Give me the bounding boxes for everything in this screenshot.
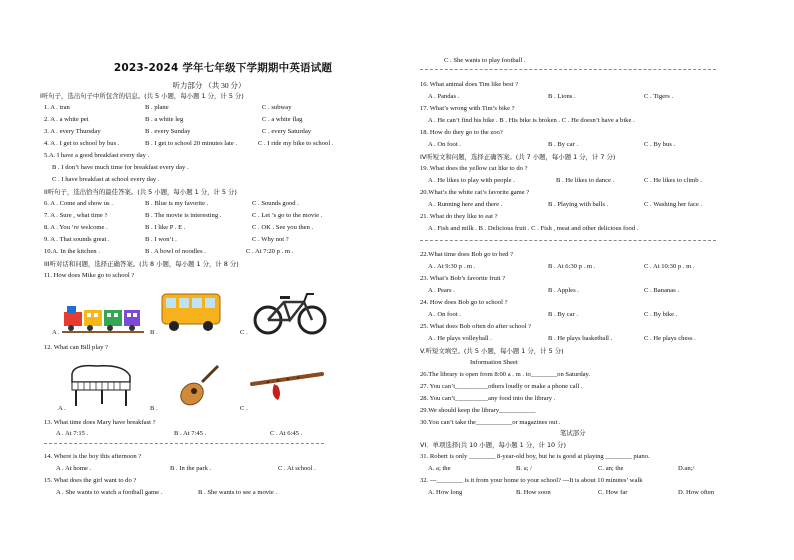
bike-picture bbox=[252, 288, 328, 336]
q16-option-a: A . Pandas . bbox=[428, 93, 460, 100]
q5-option-b: B . I don’t have much time for breakfast every day . bbox=[52, 164, 189, 171]
q8-option-c: C . OK . See you then . bbox=[252, 224, 314, 231]
q20-option-b: B . Playing with balls . bbox=[548, 201, 609, 208]
q9-option-a: 9. A . That sounds great . bbox=[44, 236, 110, 243]
q21-question: 21. What do they like to eat ? bbox=[420, 213, 498, 220]
piano-picture bbox=[66, 360, 136, 408]
q22-option-c: C . At 10:30 p . m . bbox=[644, 263, 695, 270]
q6-option-b: B . Blue is my favorite . bbox=[145, 200, 209, 207]
q18-option-c: C . By bus . bbox=[644, 141, 676, 148]
information-sheet-title: Information Sheet bbox=[470, 359, 518, 366]
q5-option-a: 5.A. I have a good breakfast every day . bbox=[44, 152, 150, 159]
q20-question: 20.What’s the white cat’s favorite game ? bbox=[420, 189, 530, 196]
q25-option-b: B . He plays basketball . bbox=[548, 335, 613, 342]
q3-option-b: B . every Sunday bbox=[145, 128, 191, 135]
q19-question: 19. What does the yellow cat like to do ? bbox=[420, 165, 528, 172]
q13-option-a: A . At 7:15 . bbox=[56, 430, 89, 437]
q23-option-b: B . Apples . bbox=[548, 287, 579, 294]
q32-question: 32. ---________ is it from your home to your school? ---It is about 10 minutes’ walk bbox=[420, 477, 643, 484]
q31-option-b: B. a; / bbox=[516, 465, 532, 472]
q11-label-b: B . bbox=[150, 329, 158, 336]
q12-label-b: B . bbox=[150, 405, 158, 412]
q13-option-b: B . At 7:45 . bbox=[174, 430, 207, 437]
section-5-heading: V.听短文填空。(共 5 小题，每小题 1 分，计 5 分) bbox=[420, 347, 564, 355]
q15-option-c: C . She wants to play football . bbox=[444, 57, 526, 64]
bus-picture bbox=[160, 290, 222, 334]
q14-option-a: A . At home . bbox=[56, 465, 92, 472]
q15-option-b: B . She wants to see a movie . bbox=[198, 489, 278, 496]
q11-label-c: C . bbox=[240, 329, 248, 336]
q18-option-a: A . On foot . bbox=[428, 141, 461, 148]
section-2-heading: II听句子，选出恰当的最佳答案。(共 5 小题，每小题 1 分，计 5 分) bbox=[44, 188, 237, 196]
q8-option-a: 8. A . You ’re welcome . bbox=[44, 224, 108, 231]
q3-option-a: 3. A . every Thursday bbox=[44, 128, 101, 135]
q24-option-b: B . By car . bbox=[548, 311, 579, 318]
section-6-heading: VI．单项选择(共 10 小题，每小题 1 分，计 10 分) bbox=[420, 441, 567, 449]
q2-option-a: 2. A . a white pet bbox=[44, 116, 89, 123]
q4-option-a: 4. A . I get to school by bus . bbox=[44, 140, 120, 147]
q30-blank: 30.You can’t take the___________or magazines out . bbox=[420, 419, 561, 426]
q12-label-c: C . bbox=[240, 405, 248, 412]
q14-question: 14. Where is the boy this afternoon ? bbox=[44, 453, 142, 460]
q7-option-a: 7. A . Sure , what time ? bbox=[44, 212, 108, 219]
q11-label-a: A . bbox=[52, 329, 60, 336]
q23-question: 23. What’s Bob’s favorite fruit ? bbox=[420, 275, 506, 282]
q1-option-a: 1. A . tran bbox=[44, 104, 70, 111]
q23-option-c: C . Bananas . bbox=[644, 287, 679, 294]
q32-option-d: D. How often bbox=[678, 489, 715, 496]
q32-option-b: B. How soon bbox=[516, 489, 551, 496]
q15-question: 15. What does the girl want to do ? bbox=[44, 477, 137, 484]
train-picture bbox=[62, 298, 144, 334]
q25-option-a: A . He plays volleyball . bbox=[428, 335, 492, 342]
q24-question: 24. How does Bob go to school ? bbox=[420, 299, 508, 306]
q17-options: A . He can’t find his bike . B . His bike is broken . C . He doesn’t have a bike . bbox=[428, 117, 635, 124]
q19-option-c: C . He likes to climb . bbox=[644, 177, 702, 184]
q21-options: A . Fish and milk . B . Delicious fruit . C . Fish , meat and other delicious food . bbox=[428, 225, 639, 232]
q11-question: 11. How does Mike go to school ? bbox=[44, 272, 135, 279]
divider-line bbox=[420, 69, 716, 70]
q31-option-a: A. a; the bbox=[428, 465, 451, 472]
written-part-heading: 笔试部分 bbox=[560, 429, 586, 437]
q16-option-c: C . Tigers . bbox=[644, 93, 674, 100]
q10-option-b: B . A bowl of noodles . bbox=[145, 248, 206, 255]
exam-title: 2023-2024 学年七年级下学期期中英语试题 bbox=[113, 62, 333, 74]
listening-part-heading: 听力部分 （共 30 分） bbox=[172, 81, 246, 90]
q7-option-c: C . Let ’s go to the movie . bbox=[252, 212, 323, 219]
q16-option-b: B . Lions . bbox=[548, 93, 576, 100]
q20-option-c: C . Washing her face . bbox=[644, 201, 703, 208]
q22-option-b: B . At 6:30 p . m . bbox=[548, 263, 596, 270]
divider-line bbox=[420, 240, 716, 241]
q31-option-c: C. an; the bbox=[598, 465, 624, 472]
divider-line bbox=[44, 443, 324, 444]
q27-blank: 27. You can’t__________others loudly or make a phone call . bbox=[420, 383, 583, 390]
q14-option-b: B . In the park . bbox=[170, 465, 212, 472]
q31-question: 31. Robert is only ________ 8-year-old boy, but he is good at playing ________ piano. bbox=[420, 453, 650, 460]
q1-option-c: C . subway bbox=[262, 104, 292, 111]
q32-option-c: C. How far bbox=[598, 489, 628, 496]
q5-option-c: C . I have breakfast at school every day . bbox=[52, 176, 160, 183]
q22-option-a: A . At 9:30 p . m . bbox=[428, 263, 476, 270]
q13-question: 13. What time does Mary have breakfast ? bbox=[44, 419, 156, 426]
q4-option-b: B . I get to school 20 minutes late . bbox=[145, 140, 238, 147]
q17-question: 17. What’s wrong with Tim’s bike ? bbox=[420, 105, 515, 112]
q3-option-c: C . every Saturday bbox=[262, 128, 312, 135]
q10-option-c: C . At 7:20 p . m . bbox=[246, 248, 294, 255]
q20-option-a: A . Running here and there . bbox=[428, 201, 503, 208]
q6-option-a: 6. A . Come and show us . bbox=[44, 200, 113, 207]
q8-option-b: B . I like P . E . bbox=[145, 224, 186, 231]
q25-option-c: C . He plays chess . bbox=[644, 335, 696, 342]
q18-option-b: B . By car . bbox=[548, 141, 579, 148]
section-1-heading: I听句子，选出句子中所包含的信息。(共 5 小题，每小题 1 分，计 5 分) bbox=[40, 92, 244, 100]
section-3-heading: III听对话和问题，选择正确答案。(共 8 小题，每小题 1 分，计 8 分) bbox=[44, 260, 239, 268]
q16-question: 16. What animal does Tim like best ? bbox=[420, 81, 519, 88]
q7-option-b: B . The movie is interesting . bbox=[145, 212, 222, 219]
q24-option-a: A . On foot . bbox=[428, 311, 461, 318]
q9-option-c: C . Why not ? bbox=[252, 236, 289, 243]
q26-blank: 26.The library is open from 8:00 a . m . to________on Saturday. bbox=[420, 371, 591, 378]
q14-option-c: C . At school . bbox=[278, 465, 316, 472]
q9-option-b: B . I won’t . bbox=[145, 236, 177, 243]
q2-option-b: B . a white leg bbox=[145, 116, 184, 123]
q1-option-b: B . plane bbox=[145, 104, 169, 111]
q19-option-a: A . He likes to play with people . bbox=[428, 177, 515, 184]
q29-blank: 29.We should keep the library___________ bbox=[420, 407, 536, 414]
q12-question: 12. What can Bill play ? bbox=[44, 344, 108, 351]
q32-option-a: A. How long bbox=[428, 489, 463, 496]
guitar-picture bbox=[176, 364, 222, 408]
q6-option-c: C . Sounds good . bbox=[252, 200, 299, 207]
q24-option-c: C . By bike . bbox=[644, 311, 678, 318]
q12-label-a: A . bbox=[58, 405, 66, 412]
q28-blank: 28. You can’t__________any food into the library . bbox=[420, 395, 556, 402]
q23-option-a: A . Pears . bbox=[428, 287, 455, 294]
q18-question: 18. How do they go to the zoo? bbox=[420, 129, 503, 136]
flute-picture bbox=[248, 368, 326, 404]
q19-option-b: B . He likes to dance . bbox=[556, 177, 615, 184]
q4-option-c: C . I ride my bike to school . bbox=[258, 140, 334, 147]
q13-option-c: C . At 6:45 . bbox=[270, 430, 303, 437]
q10-option-a: 10.A. In the kitchen . bbox=[44, 248, 100, 255]
q25-question: 25. What does Bob often do after school ? bbox=[420, 323, 532, 330]
q22-question: 22.What time does Bob go to bed ? bbox=[420, 251, 514, 258]
q15-option-a: A . She wants to watch a football game . bbox=[56, 489, 163, 496]
section-4-heading: IV听短文和问题，选择正确答案。(共 7 小题，每小题 1 分，计 7 分) bbox=[420, 153, 616, 161]
q2-option-c: C . a white flag bbox=[262, 116, 303, 123]
q31-option-d: D.an;/ bbox=[678, 465, 695, 472]
